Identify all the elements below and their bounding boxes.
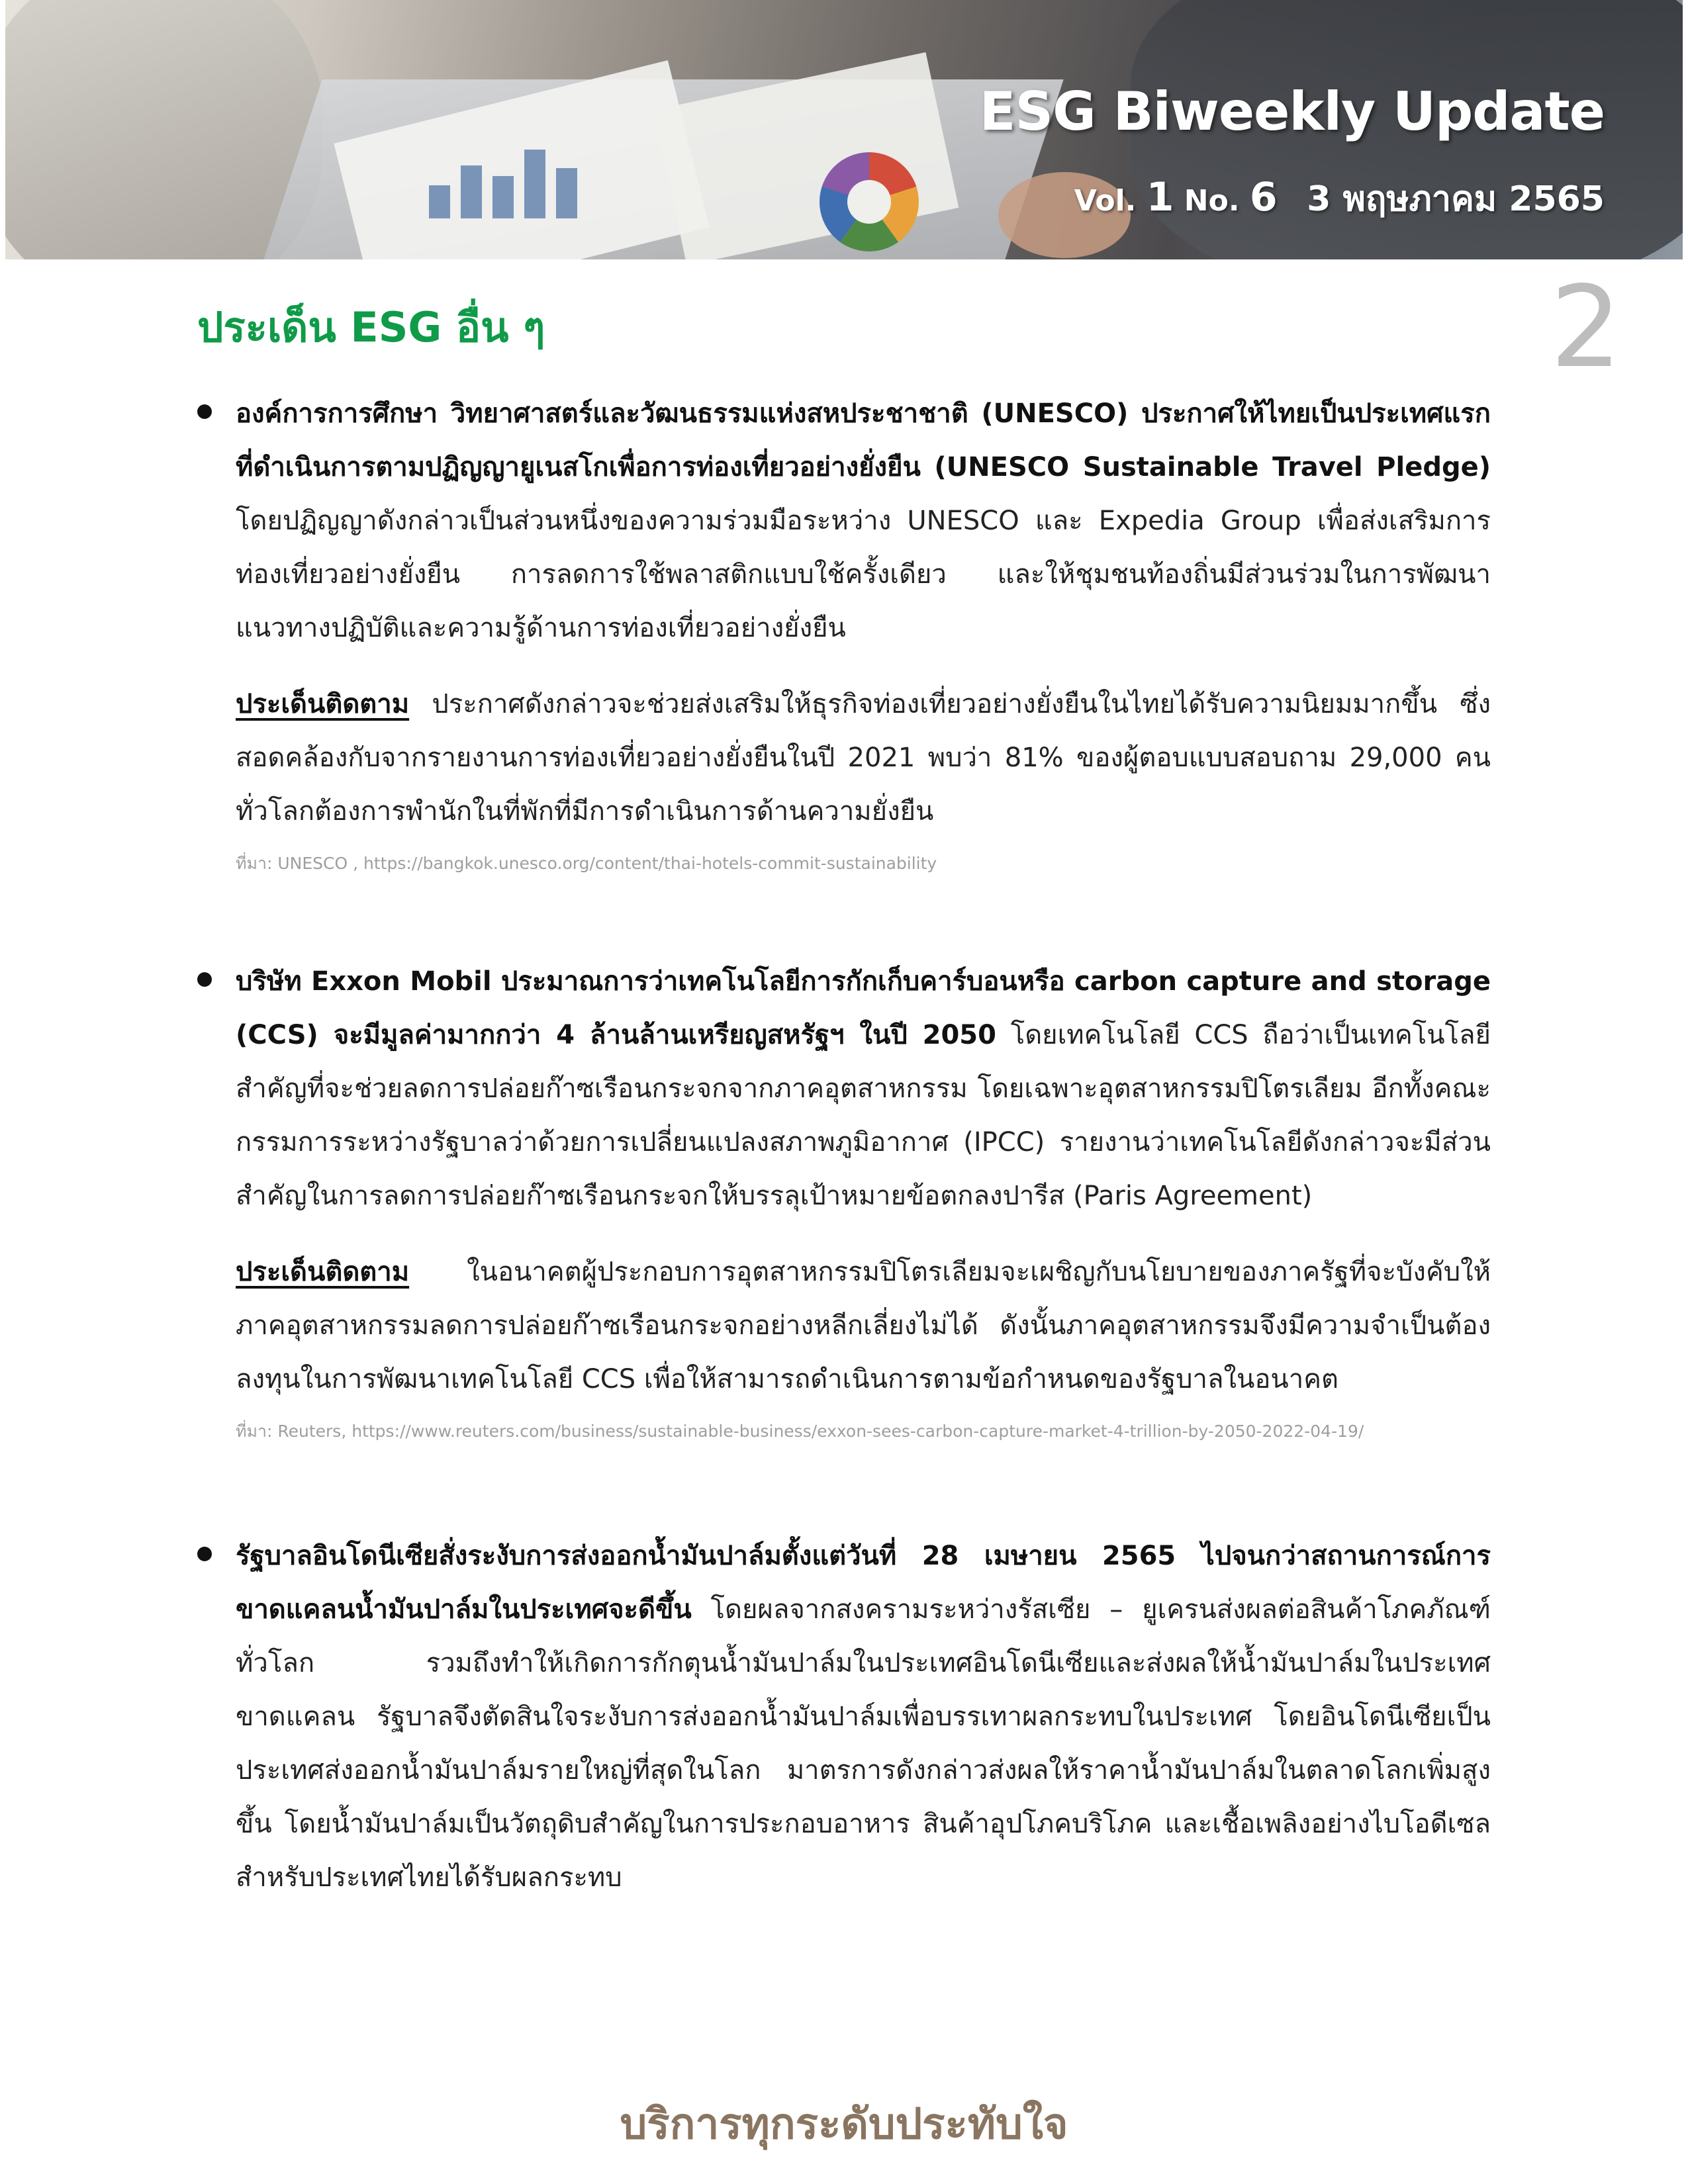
follow-up-label: ประเด็นติดตาม bbox=[236, 689, 410, 719]
no-label: No. bbox=[1184, 184, 1240, 218]
banner-photo-donut-chart bbox=[820, 152, 919, 251]
vol-number: 1 bbox=[1146, 174, 1174, 220]
no-number: 6 bbox=[1249, 174, 1278, 220]
news-body: โดยผลจากสงครามระหว่างรัสเซีย – ยูเครนส่งผลต่อสินค้าโภคภัณฑ์ทั่วโลก รวมถึงทำให้เกิดการกักตุนน้ำมันปาล์มในประเทศอินโดนีเซียและส่งผลให้น้ำมันปาล์มในประเทศขาดแคลน รัฐบาลจึงตัดสินใจระงับการส่งออกน้ำมันปาล์มเพื่อบรรเทาผลกระทบในประเทศ โดยอินโดนีเซียเป็นประเทศส่งออกน้ำมันปาล์มรายใหญ่ที่สุดในโลก มาตรการดังกล่าวส่งผลให้ราคาน้ำมันปาล์มในตลาดโลกเพิ่มสูงขึ้น โดยน้ำมันปาล์มเป็นวัตถุดิบสำคัญในการประกอบอาหาร สินค้าอุปโภคบริโภค และเชื้อเพลิงอย่างไบโอดีเซล สำหรับประเทศไทยได้รับผลกระทบ bbox=[236, 1594, 1491, 1893]
header-banner bbox=[5, 0, 1683, 259]
news-item-exxon bbox=[193, 955, 1491, 1445]
follow-up-text: ประกาศดังกล่าวจะช่วยส่งเสริมให้ธุรกิจท่องเที่ยวอย่างยั่งยืนในไทยได้รับความนิยมมากขึ้น ซึ่งสอดคล้องกับจากรายงานการท่องเที่ยวอย่างยั่งยืนในปี 2021 พบว่า 81% ของผู้ตอบแบบสอบถาม 29,000 คนทั่วโลกต้องการพำนักในที่พักที่มีการดำเนินการด้านความยั่งยืน bbox=[236, 689, 1491, 827]
footer-slogan: บริการทุกระดับประทับใจ bbox=[620, 2100, 1068, 2149]
source-citation: ที่มา: UNESCO , https://bangkok.unesco.org/content/thai-hotels-commit-sustainability bbox=[236, 854, 937, 873]
issue-date: 3 พฤษภาคม 2565 bbox=[1307, 179, 1605, 219]
source-citation: ที่มา: Reuters, https://www.reuters.com/business/sustainable-business/exxon-sees-carbon-capture-market-4-trillion-by-2050-2022-04-19/ bbox=[236, 1422, 1364, 1441]
follow-up-text: ในอนาคตผู้ประกอบการอุตสาหกรรมปิโตรเลียมจะเผชิญกับนโยบายของภาครัฐที่จะบังคับให้ภาคอุตสาหกรรมลดการปล่อยก๊าซเรือนกระจกอย่างหลีกเลี่ยงไม่ได้ ดังนั้นภาคอุตสาหกรรมจึงมีความจำเป็นต้องลงทุนในการพัฒนาเทคโนโลยี CCS เพื่อให้สามารถดำเนินการตามข้อกำหนดของรัฐบาลในอนาคต bbox=[236, 1257, 1491, 1394]
news-body: โดยปฏิญญาดังกล่าวเป็นส่วนหนึ่งของความร่วมมือระหว่าง UNESCO และ Expedia Group เพื่อส่งเสริมการท่องเที่ยวอย่างยั่งยืน การลดการใช้พลาสติกแบบใช้ครั้งเดียว และให้ชุมชนท้องถิ่นมีส่วนร่วมในการพัฒนาแนวทางปฏิบัติและความรู้ด้านการท่องเที่ยวอย่างยั่งยืน bbox=[236, 506, 1491, 643]
newsletter-title: ESG Biweekly Update bbox=[979, 81, 1605, 142]
news-headline: บริษัท Exxon Mobil ประมาณการว่าเทคโนโลยีการกักเก็บคาร์บอนหรือ carbon capture and storage (CCS) จะมีมูลค่ามากกว่า 4 ล้านล้านเหรียญสหรัฐฯ ในปี 2050 bbox=[236, 966, 1491, 1050]
issue-info bbox=[1074, 171, 1605, 226]
news-headline: องค์การการศึกษา วิทยาศาสตร์และวัฒนธรรมแห่งสหประชาชาติ (UNESCO) ประกาศให้ไทยเป็นประเทศแรกที่ดำเนินการตามปฏิญญายูเนสโกเพื่อการท่องเที่ยวอย่างยั่งยืน (UNESCO Sustainable Travel Pledge) bbox=[236, 398, 1491, 482]
news-headline: รัฐบาลอินโดนีเซียสั่งระงับการส่งออกน้ำมันปาล์มตั้งแต่วันที่ 28 เมษายน 2565 ไปจนกว่าสถานการณ์การขาดแคลนน้ำมันปาล์มในประเทศจะดีขึ้น bbox=[236, 1541, 1491, 1625]
banner-photo-left bbox=[5, 0, 323, 259]
bullet-icon bbox=[197, 404, 212, 419]
news-item-palm-oil bbox=[193, 1529, 1491, 1905]
banner-photo-chart bbox=[429, 139, 601, 218]
page-number: 2 bbox=[1550, 262, 1622, 393]
news-item-unesco bbox=[193, 387, 1491, 877]
bullet-icon bbox=[197, 972, 212, 987]
bullet-icon bbox=[197, 1547, 212, 1561]
follow-up-paragraph bbox=[236, 678, 1491, 839]
news-paragraph bbox=[236, 1529, 1491, 1905]
follow-up-paragraph bbox=[236, 1246, 1491, 1406]
section-title: ประเด็น ESG อื่น ๆ bbox=[197, 303, 545, 351]
news-body: โดยเทคโนโลยี CCS ถือว่าเป็นเทคโนโลยีสำคัญที่จะช่วยลดการปล่อยก๊าซเรือนกระจกจากภาคอุตสาหกรรม โดยเฉพาะอุตสาหกรรมปิโตรเลียม อีกทั้งคณะกรรมการระหว่างรัฐบาลว่าด้วยการเปลี่ยนแปลงสภาพภูมิอากาศ (IPCC) รายงานว่าเทคโนโลยีดังกล่าวจะมีส่วนสำคัญในการลดการปล่อยก๊าซเรือนกระจกให้บรรลุเป้าหมายข้อตกลงปารีส (Paris Agreement) bbox=[236, 1020, 1491, 1211]
news-paragraph bbox=[236, 955, 1491, 1223]
article-list bbox=[193, 387, 1491, 1905]
vol-label: Vol. bbox=[1074, 184, 1137, 218]
news-paragraph bbox=[236, 387, 1491, 655]
follow-up-label: ประเด็นติดตาม bbox=[236, 1257, 410, 1287]
